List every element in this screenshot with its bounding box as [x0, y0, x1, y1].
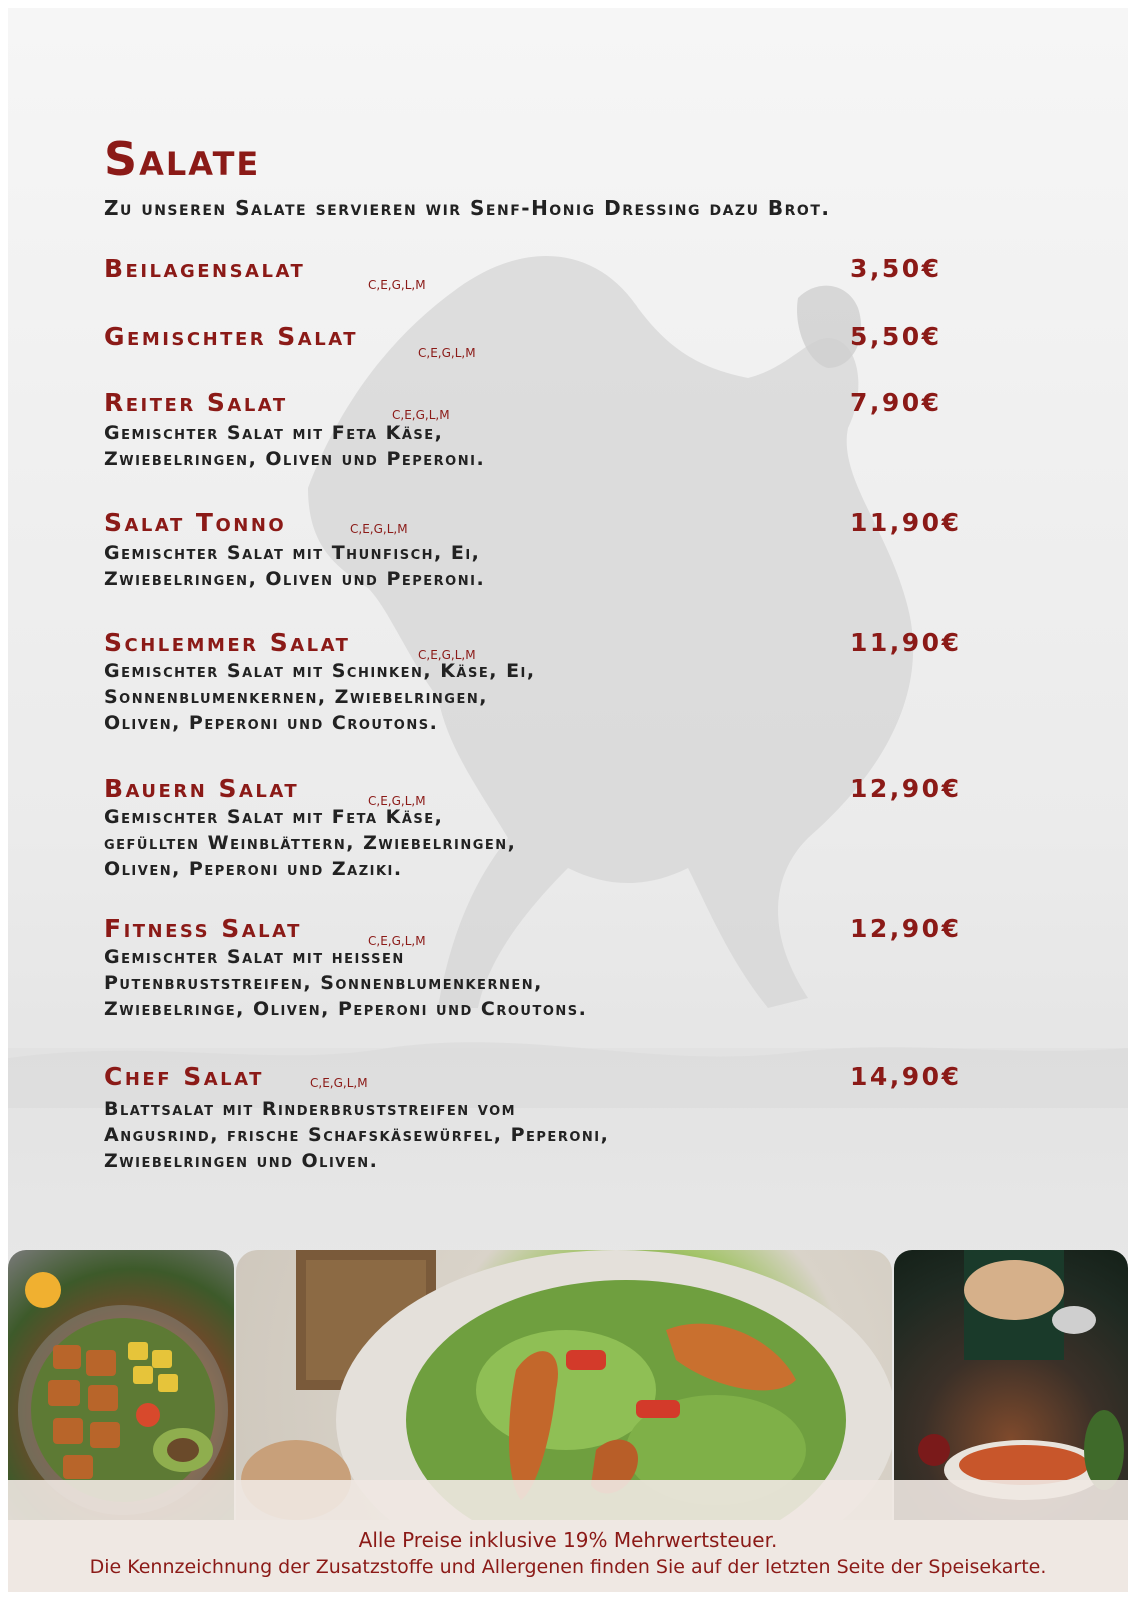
item-price: 12,90€	[850, 914, 962, 943]
page-subtitle: Zu unseren Salate servieren wir Senf-Honig Dressing dazu Brot.	[104, 196, 831, 220]
footer-allergen-note: Die Kennzeichnung der Zusatzstoffe und Allergenen finden Sie auf der letzten Seite der Speisekarte.	[89, 1556, 1047, 1578]
item-allergens: C,E,G,L,M	[368, 934, 426, 948]
item-name-bauern-salat: Bauern Salat	[104, 774, 300, 803]
item-allergens: C,E,G,L,M	[368, 278, 426, 292]
item-description: Gemischter Salat mit heissen Putenbruststreifen, Sonnenblumenkernen, Zwiebelringe, Oliven, Peperoni und Croutons.	[104, 946, 588, 1020]
item-price: 3,50€	[850, 254, 942, 283]
item-allergens: C,E,G,L,M	[418, 648, 476, 662]
item-description: Blattsalat mit Rinderbruststreifen vom Angusrind, frische Schafskäsewürfel, Peperoni, Zwiebelringen und Oliven.	[104, 1098, 610, 1172]
item-price: 5,50€	[850, 322, 942, 351]
item-allergens: C,E,G,L,M	[368, 794, 426, 808]
item-allergens: C,E,G,L,M	[350, 522, 408, 536]
item-description: Gemischter Salat mit Feta Käse, gefüllten Weinblättern, Zwiebelringen, Oliven, Peperoni und Zaziki.	[104, 806, 517, 880]
item-name-chef-salat: Chef Salat	[104, 1062, 264, 1091]
item-allergens: C,E,G,L,M	[418, 346, 476, 360]
item-name-fitness-salat: Fitness Salat	[104, 914, 302, 943]
item-name-reiter-salat: Reiter Salat	[104, 388, 288, 417]
page-title: Salate	[104, 132, 261, 186]
item-price: 7,90€	[850, 388, 942, 417]
item-name-beilagensalat: Beilagensalat	[104, 254, 306, 283]
item-allergens: C,E,G,L,M	[392, 408, 450, 422]
item-name-salat-tonno: Salat Tonno	[104, 508, 287, 537]
item-description: Gemischter Salat mit Schinken, Käse, Ei, Sonnenblumenkernen, Zwiebelringen, Oliven, Peperoni und Croutons.	[104, 660, 536, 734]
item-description: Gemischter Salat mit Feta Käse, Zwiebelringen, Oliven und Peperoni.	[104, 422, 486, 470]
item-price: 12,90€	[850, 774, 962, 803]
item-description: Gemischter Salat mit Thunfisch, Ei, Zwiebelringen, Oliven und Peperoni.	[104, 542, 486, 590]
item-name-gemischter-salat: Gemischter Salat	[104, 322, 359, 351]
menu-page	[8, 8, 1128, 1592]
item-price: 11,90€	[850, 508, 962, 537]
footer-vat-note: Alle Preise inklusive 19% Mehrwertsteuer.	[358, 1528, 778, 1552]
item-price: 14,90€	[850, 1062, 962, 1091]
item-name-schlemmer-salat: Schlemmer Salat	[104, 628, 351, 657]
item-allergens: C,E,G,L,M	[310, 1076, 368, 1090]
item-price: 11,90€	[850, 628, 962, 657]
